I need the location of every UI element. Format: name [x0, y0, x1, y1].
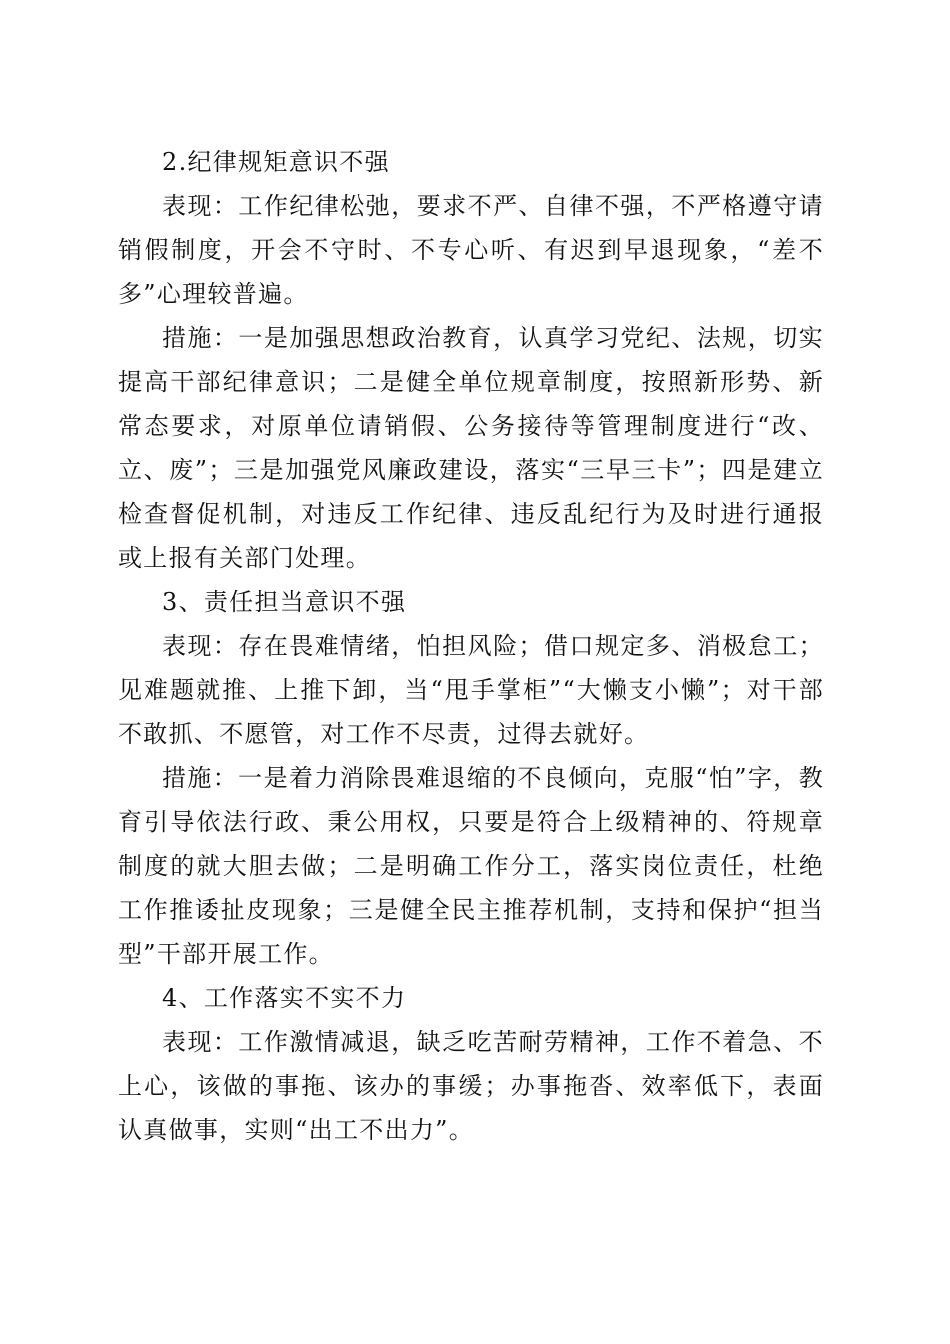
paragraph-discipline-symptoms: 表现：工作纪律松弛，要求不严、自律不强，不严格遵守请销假制度，开会不守时、不专心听、有迟到早退现象，“差不多”心理较普遍。: [118, 192, 824, 308]
section-heading-discipline: 2.纪律规矩意识不强: [162, 148, 390, 176]
section-heading-implementation: 4、工作落实不实不力: [162, 984, 407, 1012]
section-heading-responsibility: 3、责任担当意识不强: [162, 588, 407, 616]
paragraph-responsibility-symptoms: 表现：存在畏难情绪，怕担风险；借口规定多、消极怠工；见难题就推、上推下卸，当“甩手掌柜”“大懒支小懒”；对干部不敢抓、不愿管，对工作不尽责，过得去就好。: [118, 632, 824, 748]
paragraph-discipline-measures: 措施：一是加强思想政治教育，认真学习党纪、法规，切实提高干部纪律意识；二是健全单位规章制度，按照新形势、新常态要求，对原单位请销假、公务接待等管理制度进行“改、立、废”；三是加强党风廉政建设，落实“三早三卡”；四是建立检查督促机制，对违反工作纪律、违反乱纪行为及时进行通报或上报有关部门处理。: [118, 324, 824, 572]
paragraph-implementation-symptoms: 表现：工作激情减退，缺乏吃苦耐劳精神，工作不着急、不上心，该做的事拖、该办的事缓；办事拖沓、效率低下，表面认真做事，实则“出工不出力”。: [118, 1028, 824, 1144]
paragraph-responsibility-measures: 措施：一是着力消除畏难退缩的不良倾向，克服“怕”字，教育引导依法行政、秉公用权，只要是符合上级精神的、符规章制度的就大胆去做；二是明确工作分工，落实岗位责任，杜绝工作推诿扯皮现象；三是健全民主推荐机制，支持和保护“担当型”干部开展工作。: [118, 764, 824, 968]
document-body: [118, 140, 824, 1152]
